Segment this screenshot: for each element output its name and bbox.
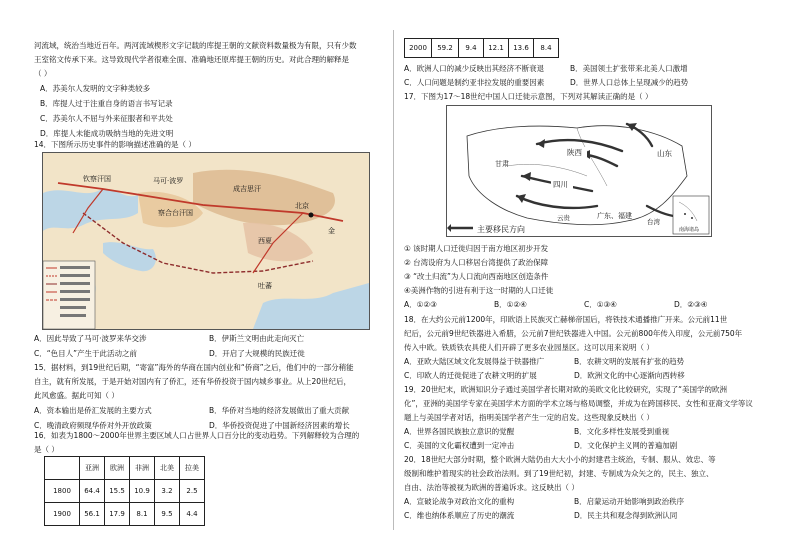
map-label-chagatai: 察合台汗国 xyxy=(158,209,193,217)
q17-map xyxy=(446,105,712,237)
q16-option-c: C．人口问题是制约亚非拉发展的重要因素 xyxy=(404,78,545,87)
table-cell: 8.4 xyxy=(534,39,559,58)
map-label-tubo: 吐蕃 xyxy=(258,282,272,290)
q13-stem-line-1: 河流域，统治当地近百年。两河流域楔形文字记载的库提王朝的文献资料数量极为有限，只有少数 xyxy=(34,41,357,50)
table-cell: 3.2 xyxy=(155,480,180,503)
table-cell: 2000 xyxy=(405,39,432,58)
q13-stem-line-3: （ ） xyxy=(34,69,52,78)
q18-stem-line-1: 18．在大约公元前1200年，印欧语上民族灭亡赫梯帝国后，将铁技术通播推广开来。公元前11世 xyxy=(404,315,728,324)
q15-stem-line-3: 此风愈盛。据此可知（ ） xyxy=(34,391,119,400)
map-label-xixia: 西夏 xyxy=(258,237,272,245)
q20-option-d: D．民主共和观念得到欧洲认同 xyxy=(574,511,678,520)
q13-option-c: C．苏美尔人不屈与外来征服者和平共处 xyxy=(40,114,173,123)
table-cell: 2.5 xyxy=(180,480,205,503)
q18-option-c: C．印欧人的迁徙促进了农耕文明的扩展 xyxy=(404,371,537,380)
table-cell: 59.2 xyxy=(432,39,459,58)
column-divider xyxy=(393,30,394,530)
table-cell: 12.1 xyxy=(484,39,509,58)
table-cell: 17.9 xyxy=(105,503,130,526)
map-legend-label: 主要移民方向 xyxy=(477,225,525,234)
q14-options xyxy=(34,333,386,359)
map-label-shaanxi: 陕西 xyxy=(567,148,582,157)
q19-stem-line-1: 19．20世纪末，欧洲知识分子通过美国学者长期对欧的美欧文化比较研究，实现了“美国学的欧洲 xyxy=(404,385,727,394)
q20-option-a: A．宣破论战争对政治文化的重构 xyxy=(404,497,515,506)
q13-option-d: D．库提人未能成功吸纳当地的先进文明 xyxy=(40,129,174,138)
table-cell: 64.4 xyxy=(80,480,105,503)
q19-option-d: D．文化保护主义网的普遍加剧 xyxy=(574,441,678,450)
q16-block xyxy=(34,430,386,455)
table-cell: 9.5 xyxy=(155,503,180,526)
q16-stem-line-2: 是（ ） xyxy=(34,445,59,454)
map-label-beijing: 北京 xyxy=(295,202,309,210)
q17-option-b: B．①②④ xyxy=(494,300,527,309)
q14-option-c: C．“色目人”产生于此活动之前 xyxy=(34,349,138,358)
table-header-cell: 非洲 xyxy=(130,457,155,480)
map-legend xyxy=(447,224,525,234)
q18-option-d: D．欧洲文化的中心逐渐向西转移 xyxy=(574,371,685,380)
q16-options xyxy=(404,63,760,88)
table-cell: 8.1 xyxy=(130,503,155,526)
q20-option-b: B．启蒙运动开始影响到政治秩序 xyxy=(574,497,685,506)
table-row xyxy=(405,39,559,58)
q20-option-c: C．维也纳体系顺应了历史的潮流 xyxy=(404,511,515,520)
map-label-kipchak: 钦察汗国 xyxy=(83,175,111,183)
q17-item-1: ① 该时期人口迁徙归因于南方地区初步开发 xyxy=(404,244,549,253)
q16-option-d: D．世界人口总体上呈现减少的趋势 xyxy=(570,78,689,87)
q13-option-a: A．苏美尔人发明的文字种类较多 xyxy=(40,84,151,93)
map-label-jin: 金 xyxy=(328,227,335,235)
map-label-yunnan: 云贵 xyxy=(557,214,570,222)
q16-option-a: A．欧洲人口的减少反映出其经济不断衰退 xyxy=(404,64,545,73)
q15-stem-line-1: 15．据材料，到19世纪后期，“寄富”海外的华商在国内创业和“侨商”之后，他们中的一部分稍能 xyxy=(34,363,354,372)
table-cell: 4.4 xyxy=(180,503,205,526)
q14-map-figure xyxy=(43,153,369,329)
q16-table xyxy=(44,456,205,526)
q17-item-2: ② 台湾设府为人口移居台湾提供了政治保障 xyxy=(404,258,549,267)
map-label-gansu: 甘肃 xyxy=(495,160,509,168)
map-label-sichuan: 四川 xyxy=(553,180,568,189)
table-cell: 1800 xyxy=(45,480,80,503)
q20-stem-line-1: 20．18世纪大部分时期，整个欧洲大陆仍由大大小小的封建君主统治，专制、服从、效忠、等 xyxy=(404,455,716,464)
q19-option-b: B．文化多样性发展受到重视 xyxy=(574,427,670,436)
q13-stem-line-2: 王室铭文传承下来。这导致现代学者很难全面、准确地还原库提王朝的历史。对此合理的解释是 xyxy=(34,55,349,64)
table-header-cell xyxy=(45,457,80,480)
q16-stem-line-1: 16．如表为1800～2000年世界主要区域人口占世界人口百分比的变动趋势。下列解释较为合理的 xyxy=(34,431,360,440)
table-header-row xyxy=(45,457,205,480)
q18-option-b: B．农耕文明的发展有扩张的趋势 xyxy=(574,357,685,366)
q20-stem-line-2: 级制和维护着现实的社会政治法则。到了19世纪初，封建、专制成为众矢之的，民主、独立、 xyxy=(404,469,714,478)
q14-option-d: D．开启了大规模的民族迁徙 xyxy=(209,349,305,358)
table-row xyxy=(45,480,205,503)
q18-stem-line-3: 传入中欧。铁质铁农具使人们开辟了更多农业园垦区。这可以用来说明（ ） xyxy=(404,343,654,352)
map-label-taiwan: 台湾 xyxy=(647,218,660,226)
table-header-cell: 欧洲 xyxy=(105,457,130,480)
table-cell: 13.6 xyxy=(509,39,534,58)
table-row xyxy=(45,503,205,526)
q19-stem-line-2: 化”，亚洲的美国学专家在美国学术方面的学术立场与格局调整，并成为在跨国移民、女性和亚裔文学等议 xyxy=(404,399,753,408)
table-cell: 9.4 xyxy=(459,39,484,58)
q20-stem-line-3: 自由、法治等被视为欧洲的普遍诉求。这反映出（ ） xyxy=(404,483,579,492)
table-cell: 15.5 xyxy=(105,480,130,503)
q19-option-a: A．世界各国民族独立意识的觉醒 xyxy=(404,427,515,436)
map-inset-label: 南海诸岛 xyxy=(679,227,700,233)
q14-map xyxy=(42,152,370,330)
table-header-cell: 亚洲 xyxy=(80,457,105,480)
map-label-shandong: 山东 xyxy=(657,149,672,158)
q20-block xyxy=(404,454,760,521)
q15-stem-line-2: 自主，就有所发展，于是开始对国内有了侨汇，还有华侨投资于国内城乡事业。从上20世纪后， xyxy=(34,377,352,386)
q13-option-b: B．库提人过于注重自身的语言书写记录 xyxy=(40,99,173,108)
table-header-cell: 拉美 xyxy=(180,457,205,480)
table-cell: 1900 xyxy=(45,503,80,526)
q19-stem-line-3: 题上与美国学者对话，指明美国学者产生一定的启发。这些现象反映出（ ） xyxy=(404,413,654,422)
q18-stem-line-2: 纪后，公元前9世纪铁器进入希腊，公元前7世纪铁器进入中国。公元前800年传入印度，公元前750年 xyxy=(404,329,743,338)
q15-option-c: C．晚清政府频现华侨对外开放政策 xyxy=(34,421,152,430)
q17-option-d: D．②③④ xyxy=(674,300,708,309)
q14-option-a: A．因此导致了马可·波罗来华交涉 xyxy=(34,334,147,343)
map-label-guangdong: 广东、福建 xyxy=(597,212,632,220)
table-cell: 10.9 xyxy=(130,480,155,503)
q17-map-figure xyxy=(447,106,711,236)
table-cell: 56.1 xyxy=(80,503,105,526)
q17-block xyxy=(404,243,760,310)
q17-item-4: ④美洲作物的引进有利于这一时期的人口迁徙 xyxy=(404,286,554,295)
q14-stem: 14．下图所示历史事件的影响描述准确的是（ ） xyxy=(34,140,196,149)
q16-option-b: B．美国领土扩张带来北美人口激增 xyxy=(570,64,688,73)
q15-option-d: D．华侨投资促进了中国新经济因素的增长 xyxy=(209,421,350,430)
q19-block xyxy=(404,384,760,451)
q18-option-a: A．亚欧大陆区域文化发展得益于铁器推广 xyxy=(404,357,545,366)
q17-stem: 17．下图为17～18世纪中国人口迁徙示意图，下列对其解读正确的是（ ） xyxy=(404,92,653,101)
map-label-genghis: 成吉思汗 xyxy=(233,185,261,193)
q17-option-a: A．①②③ xyxy=(404,300,437,309)
q13-block xyxy=(34,40,386,139)
map-label-marco: 马可·波罗 xyxy=(153,177,184,185)
q14-option-b: B．伊斯兰文明由此走向灭亡 xyxy=(209,334,305,343)
q17-item-3: ③ “改土归流”为人口流向西南地区创造条件 xyxy=(404,272,549,281)
q17-option-c: C．①③④ xyxy=(584,300,617,309)
q18-block xyxy=(404,314,760,381)
q15-option-a: A．资本输出是侨汇发展的主要方式 xyxy=(34,406,152,415)
q15-option-b: B．华侨对当地的经济发展做出了重大贡献 xyxy=(209,406,350,415)
q16-table-continued xyxy=(404,38,559,58)
q15-block xyxy=(34,362,386,431)
table-header-cell: 北美 xyxy=(155,457,180,480)
q19-option-c: C．美国的文化霸权遭到一定冲击 xyxy=(404,441,515,450)
